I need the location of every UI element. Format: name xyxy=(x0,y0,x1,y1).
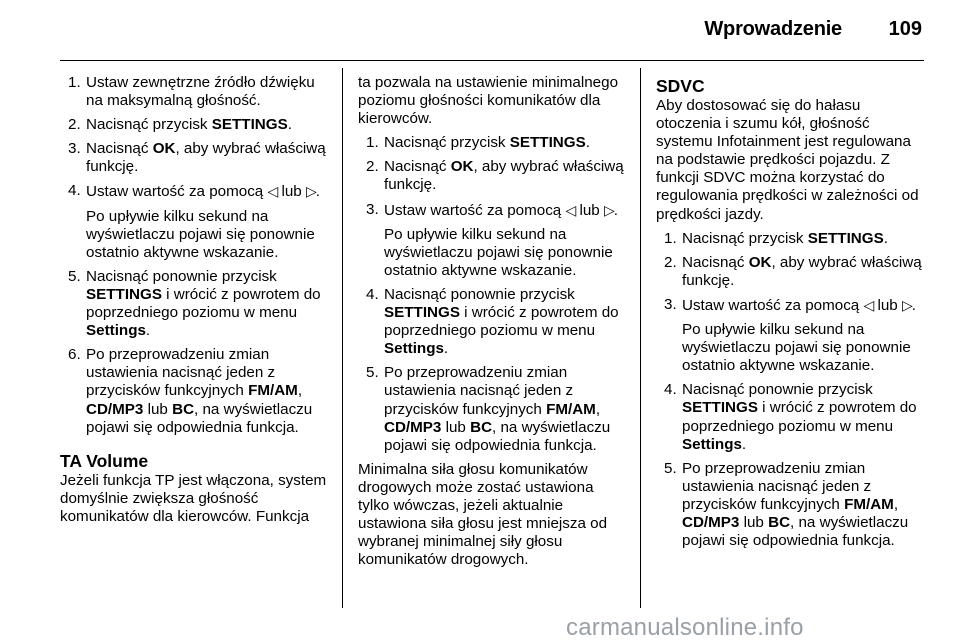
list-item: 3. Nacisnąć OK, aby wybrać właściwą funkcję. xyxy=(68,140,326,176)
list-item: 5. Po przeprowadzeniu zmian ustawienia nacisnąć jeden z przycisków funkcyjnych FM/AM, CD/MP3 lub BC, na wyświetlaczu pojawi się odpowiednia funkcja. xyxy=(664,459,909,550)
column-divider-2 xyxy=(640,68,641,608)
list-item: 5. Po przeprowadzeniu zmian ustawienia nacisnąć jeden z przycisków funkcyjnych FM/AM, CD/MP3 lub BC, na wyświetlaczu pojawi się odpowiednia funkcja. xyxy=(366,364,611,454)
left-triangle-icon: ◁ xyxy=(863,296,874,313)
list-item: 2. Nacisnąć przycisk SETTINGS. xyxy=(68,116,292,134)
menu-ref-settings: Settings xyxy=(682,435,742,453)
button-ref-ok: OK xyxy=(748,253,772,271)
button-ref-settings: SETTINGS xyxy=(86,285,162,303)
outro-text: Minimalna siła głosu komunikatów drogowych może zostać ustawiona tylko wówczas, jeżeli aktualnie ustawiona siła głosu jest mniejsza od wybranej minimalnej siły głosu komunikatów drogowych. xyxy=(358,460,608,569)
list-item: 3. Ustaw wartość za pomocą ◁ lub ▷. Po upływie kilku sekund na wyświetlaczu pojawi się ponownie ostatnio aktywne wskazanie. xyxy=(358,201,628,280)
intro-text: ta pozwala na ustawienie minimalnego poziomu głośności komunikatów dla kierowców. xyxy=(358,74,619,128)
list-item: 4. Ustaw wartość za pomocą ◁ lub ▷. Po upływie kilku sekund na wyświetlaczu pojawi się ponownie ostatnio aktywne wskazanie. xyxy=(60,182,328,261)
button-ref-settings: SETTINGS xyxy=(384,304,460,322)
column-2 xyxy=(358,74,628,573)
button-ref-settings: SETTINGS xyxy=(509,134,586,152)
section-text: Jeżeli funkcja TP jest włączona, system domyślnie zwiększa głośność komunikatów dla kierowców. Funkcja xyxy=(60,471,327,525)
button-ref-cdmp3: CD/MP3 xyxy=(86,400,144,418)
button-ref-settings: SETTINGS xyxy=(211,116,288,134)
button-ref-settings: SETTINGS xyxy=(807,229,884,247)
list-item: 1. Ustaw zewnętrzne źródło dźwięku na maksymalną głośność. xyxy=(68,74,315,110)
button-ref-fmam: FM/AM xyxy=(248,382,298,400)
chapter-title: Wprowadzenie xyxy=(704,18,842,40)
right-triangle-icon: ▷ xyxy=(603,201,614,218)
button-ref-bc: BC xyxy=(172,400,195,418)
column-1 xyxy=(60,74,328,530)
page-header xyxy=(0,0,960,58)
page-number: 109 xyxy=(888,18,922,40)
button-ref-fmam: FM/AM xyxy=(844,495,894,513)
column-3 xyxy=(656,74,926,556)
left-triangle-icon: ◁ xyxy=(565,201,576,218)
watermark: carmanualsonline.info xyxy=(566,614,804,641)
section-title-ta-volume: TA Volume xyxy=(60,450,149,471)
button-ref-cdmp3: CD/MP3 xyxy=(682,513,740,531)
list-item: 5. Nacisnąć ponownie przycisk SETTINGS i wrócić z powrotem do poprzedniego poziomu w menu Settings. xyxy=(68,267,321,340)
list-item: 6. Po przeprowadzeniu zmian ustawienia nacisnąć jeden z przycisków funkcyjnych FM/AM, CD/MP3 lub BC, na wyświetlaczu pojawi się odpowiednia funkcja. xyxy=(68,346,313,436)
list-item: 4. Nacisnąć ponownie przycisk SETTINGS i wrócić z powrotem do poprzedniego poziomu w menu Settings. xyxy=(366,285,619,358)
section-title-sdvc: SDVC xyxy=(656,76,705,96)
button-ref-bc: BC xyxy=(768,513,791,531)
list-item: 1. Nacisnąć przycisk SETTINGS. xyxy=(664,229,888,247)
list-item: 1. Nacisnąć przycisk SETTINGS. xyxy=(366,134,590,152)
step-note: Po upływie kilku sekund na wyświetlaczu pojawi się ponownie ostatnio aktywne wskazanie. xyxy=(682,321,911,375)
step-list xyxy=(358,134,628,455)
column-divider-1 xyxy=(342,68,343,608)
button-ref-bc: BC xyxy=(470,418,493,436)
list-item: 2. Nacisnąć OK, aby wybrać właściwą funkcję. xyxy=(664,253,922,289)
left-triangle-icon: ◁ xyxy=(267,183,278,200)
list-item: 4. Nacisnąć ponownie przycisk SETTINGS i wrócić z powrotem do poprzedniego poziomu w menu Settings. xyxy=(664,381,917,453)
list-item: 3. Ustaw wartość za pomocą ◁ lub ▷. Po upływie kilku sekund na wyświetlaczu pojawi się ponownie ostatnio aktywne wskazanie. xyxy=(656,296,926,375)
right-triangle-icon: ▷ xyxy=(901,296,912,313)
button-ref-ok: OK xyxy=(152,140,176,158)
step-list xyxy=(656,230,926,551)
list-item: 2. Nacisnąć OK, aby wybrać właściwą funkcję. xyxy=(366,158,624,194)
header-divider xyxy=(60,60,924,61)
menu-ref-settings: Settings xyxy=(86,322,146,340)
button-ref-fmam: FM/AM xyxy=(546,400,596,418)
button-ref-ok: OK xyxy=(450,158,474,176)
right-triangle-icon: ▷ xyxy=(305,183,316,200)
button-ref-cdmp3: CD/MP3 xyxy=(384,418,442,436)
button-ref-settings: SETTINGS xyxy=(682,399,758,417)
step-note: Po upływie kilku sekund na wyświetlaczu pojawi się ponownie ostatnio aktywne wskazanie. xyxy=(384,225,613,279)
step-note: Po upływie kilku sekund na wyświetlaczu pojawi się ponownie ostatnio aktywne wskazanie. xyxy=(86,207,315,261)
menu-ref-settings: Settings xyxy=(384,340,444,358)
section-text: Aby dostosować się do hałasu otoczenia i szumu kół, głośność systemu Infotainment jest regulowana na podstawie prędkości pojazdu. Z funkcji SDVC można korzystać do regulowania prędkości w zależności od prędkości jazdy. xyxy=(656,97,919,223)
step-list xyxy=(60,74,328,437)
